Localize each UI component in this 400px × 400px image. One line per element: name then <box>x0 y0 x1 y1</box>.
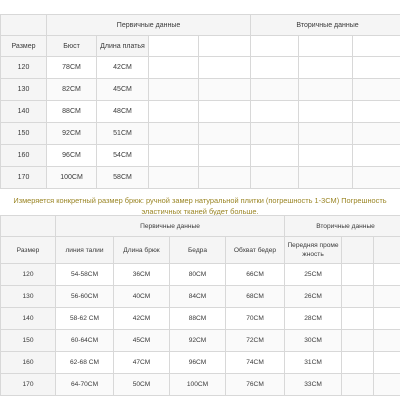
waist-cell: 62-68 CM <box>56 352 114 374</box>
empty-cell <box>342 330 374 352</box>
empty-cell <box>374 352 400 374</box>
table-row <box>1 101 400 123</box>
waist-cell: 56-60CM <box>56 286 114 308</box>
hip-girth-cell: 72CM <box>226 330 285 352</box>
trouser-length-cell: 47CM <box>114 352 170 374</box>
empty-cell <box>342 374 374 396</box>
empty-header-cell <box>199 36 251 57</box>
measurement-note: Измеряется конкретный размер брюк: ручной замер натуральной плитки (погрешность 1-3CM) Погрешность эластичных тканей будет больше. <box>13 196 387 216</box>
trouser-length-cell: 40CM <box>114 286 170 308</box>
group-header-primary: Первичные данные <box>56 216 285 237</box>
table-row <box>1 79 400 101</box>
hips-cell: 92CM <box>170 330 226 352</box>
dress-length-cell: 42CM <box>97 57 149 79</box>
hip-girth-cell: 68CM <box>226 286 285 308</box>
column-header-size: Размер <box>1 36 47 57</box>
dress-length-cell: 58CM <box>97 167 149 189</box>
size-cell: 160 <box>1 145 47 167</box>
hip-girth-cell: 74CM <box>226 352 285 374</box>
empty-cell <box>353 79 400 101</box>
size-cell: 120 <box>1 57 47 79</box>
empty-cell <box>353 167 400 189</box>
empty-cell <box>199 101 251 123</box>
column-header-trouser-length: Длина брюк <box>114 237 170 264</box>
table-row <box>1 123 400 145</box>
trouser-length-cell: 50CM <box>114 374 170 396</box>
empty-cell <box>299 57 353 79</box>
empty-cell <box>199 79 251 101</box>
bust-cell: 96CM <box>47 145 97 167</box>
empty-cell <box>251 101 299 123</box>
hips-cell: 88CM <box>170 308 226 330</box>
empty-cell <box>353 123 400 145</box>
corner-cell <box>1 15 47 36</box>
bust-cell: 92CM <box>47 123 97 145</box>
empty-header-cell <box>342 237 374 264</box>
column-header-waist: линия талии <box>56 237 114 264</box>
hips-cell: 96CM <box>170 352 226 374</box>
empty-cell <box>149 79 199 101</box>
hips-cell: 100CM <box>170 374 226 396</box>
hip-girth-cell: 70CM <box>226 308 285 330</box>
front-rise-cell: 26CM <box>285 286 342 308</box>
size-cell: 140 <box>1 101 47 123</box>
waist-cell: 60-64CM <box>56 330 114 352</box>
trousers-size-table <box>0 215 400 396</box>
empty-cell <box>149 57 199 79</box>
trouser-length-cell: 42CM <box>114 308 170 330</box>
empty-cell <box>149 167 199 189</box>
bust-cell: 100CM <box>47 167 97 189</box>
empty-cell <box>342 352 374 374</box>
hip-girth-cell: 66CM <box>226 264 285 286</box>
empty-cell <box>149 145 199 167</box>
empty-cell <box>374 330 400 352</box>
column-header-dress-length: Длина платья <box>97 36 149 57</box>
size-cell: 150 <box>1 330 56 352</box>
empty-cell <box>199 123 251 145</box>
size-cell: 150 <box>1 123 47 145</box>
dress-length-cell: 51CM <box>97 123 149 145</box>
empty-cell <box>374 264 400 286</box>
empty-cell <box>374 286 400 308</box>
empty-cell <box>251 145 299 167</box>
bust-cell: 82CM <box>47 79 97 101</box>
column-header-front-rise: Передняя проме жность <box>285 237 342 264</box>
empty-cell <box>251 167 299 189</box>
table-row <box>1 145 400 167</box>
size-cell: 170 <box>1 167 47 189</box>
size-cell: 130 <box>1 286 56 308</box>
hips-cell: 80CM <box>170 264 226 286</box>
front-rise-cell: 28CM <box>285 308 342 330</box>
front-rise-cell: 30CM <box>285 330 342 352</box>
empty-cell <box>342 308 374 330</box>
trouser-length-cell: 36CM <box>114 264 170 286</box>
hip-girth-cell: 76CM <box>226 374 285 396</box>
empty-header-cell <box>299 36 353 57</box>
waist-cell: 64-70CM <box>56 374 114 396</box>
waist-cell: 58-62 CM <box>56 308 114 330</box>
hips-cell: 84CM <box>170 286 226 308</box>
empty-cell <box>299 101 353 123</box>
dress-length-cell: 48CM <box>97 101 149 123</box>
empty-header-cell <box>353 36 400 57</box>
size-cell: 120 <box>1 264 56 286</box>
empty-cell <box>251 57 299 79</box>
empty-cell <box>251 123 299 145</box>
empty-cell <box>251 79 299 101</box>
dress-size-table <box>0 14 400 189</box>
table-row <box>1 264 400 286</box>
empty-cell <box>199 57 251 79</box>
size-cell: 130 <box>1 79 47 101</box>
empty-cell <box>299 79 353 101</box>
empty-cell <box>199 167 251 189</box>
table-row <box>1 286 400 308</box>
table-row <box>1 167 400 189</box>
size-cell: 170 <box>1 374 56 396</box>
group-header-secondary: Вторичные данные <box>251 15 400 36</box>
column-header-hips: Бедра <box>170 237 226 264</box>
empty-cell <box>149 101 199 123</box>
front-rise-cell: 25CM <box>285 264 342 286</box>
corner-cell <box>1 216 56 237</box>
front-rise-cell: 33CM <box>285 374 342 396</box>
empty-cell <box>353 57 400 79</box>
table-row <box>1 330 400 352</box>
empty-cell <box>299 145 353 167</box>
empty-cell <box>374 374 400 396</box>
table-row <box>1 308 400 330</box>
table-row <box>1 352 400 374</box>
column-header-hip-girth: Обхват бедер <box>226 237 285 264</box>
empty-cell <box>353 101 400 123</box>
trouser-length-cell: 45CM <box>114 330 170 352</box>
group-header-primary: Первичные данные <box>47 15 251 36</box>
size-cell: 140 <box>1 308 56 330</box>
column-header-bust: Бюст <box>47 36 97 57</box>
size-cell: 160 <box>1 352 56 374</box>
waist-cell: 54-58CM <box>56 264 114 286</box>
dress-length-cell: 54CM <box>97 145 149 167</box>
empty-cell <box>374 308 400 330</box>
empty-cell <box>353 145 400 167</box>
empty-cell <box>149 123 199 145</box>
empty-cell <box>299 123 353 145</box>
empty-cell <box>299 167 353 189</box>
front-rise-cell: 31CM <box>285 352 342 374</box>
table-row <box>1 57 400 79</box>
table-row <box>1 374 400 396</box>
empty-header-cell <box>149 36 199 57</box>
empty-cell <box>342 264 374 286</box>
bust-cell: 78CM <box>47 57 97 79</box>
empty-header-cell <box>251 36 299 57</box>
empty-header-cell <box>374 237 400 264</box>
dress-length-cell: 45CM <box>97 79 149 101</box>
empty-cell <box>199 145 251 167</box>
column-header-size: Размер <box>1 237 56 264</box>
empty-cell <box>342 286 374 308</box>
bust-cell: 88CM <box>47 101 97 123</box>
group-header-secondary: Вторичные данные <box>285 216 400 237</box>
